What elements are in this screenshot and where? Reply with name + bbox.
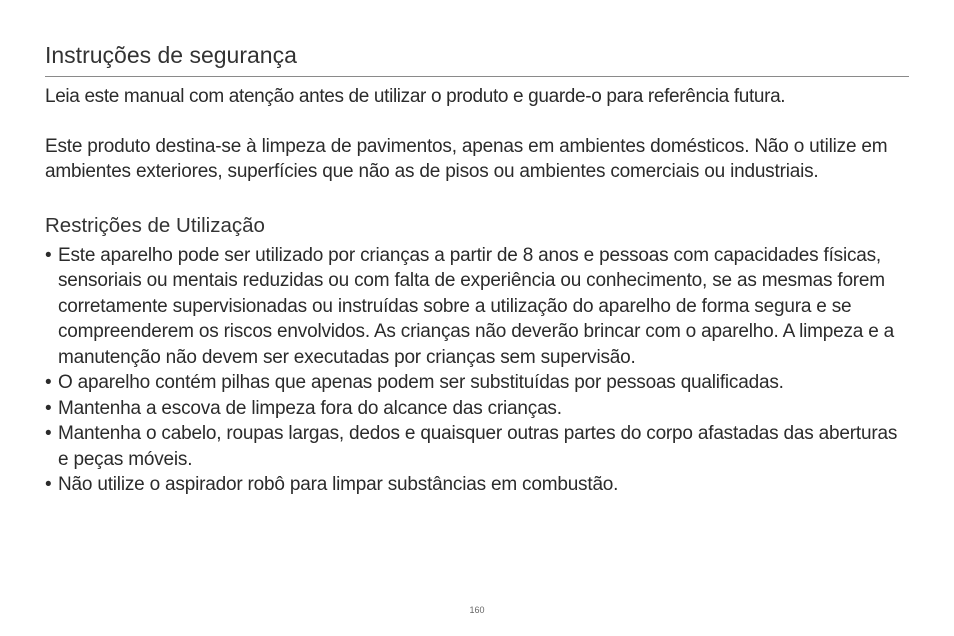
list-item [45,472,909,498]
list-item [45,421,909,472]
list-item [45,396,909,422]
manual-page [45,40,909,498]
intro-text: Leia este manual com atenção antes de utilizar o produto e guarde-o para referência futura. [45,86,786,107]
list-item-text: Este aparelho pode ser utilizado por crianças a partir de 8 anos e pessoas com capacidades físicas, sensoriais ou mentais reduzidas ou com falta de experiência ou conhecimento, se as mesmas forem corretamente supervisionadas ou instruídas sobre a utilização do aparelho de forma segura e se compreenderem os riscos envolvidos. As crianças não deverão brincar com o aparelho. A limpeza e a manutenção não devem ser executadas por crianças sem supervisão. [58,244,895,368]
bullet-icon: • [45,474,52,495]
list-item [45,370,909,396]
restrictions-list [45,243,909,498]
list-item-text: Não utilize o aspirador robô para limpar substâncias em combustão. [58,474,619,495]
bullet-icon: • [45,423,52,444]
page-title: Instruções de segurança [45,40,909,77]
usage-paragraph: Este produto destina-se à limpeza de pavimentos, apenas em ambientes domésticos. Não o utilize em ambientes exteriores, superfícies que não as de pisos ou ambientes comerciais ou industriais. [45,135,888,182]
list-item [45,243,909,371]
list-item-text: Mantenha a escova de limpeza fora do alcance das crianças. [58,397,562,419]
list-item-text: Mantenha o cabelo, roupas largas, dedos e quaisquer outras partes do corpo afastadas das aberturas e peças móveis. [58,423,898,470]
bullet-icon: • [45,372,52,393]
list-item-text: O aparelho contém pilhas que apenas podem ser substituídas por pessoas qualificadas. [58,372,784,393]
bullet-icon: • [45,397,52,419]
page-number: 160 [469,605,485,615]
bullet-icon: • [45,244,52,266]
restrictions-heading: Restrições de Utilização [45,213,265,237]
